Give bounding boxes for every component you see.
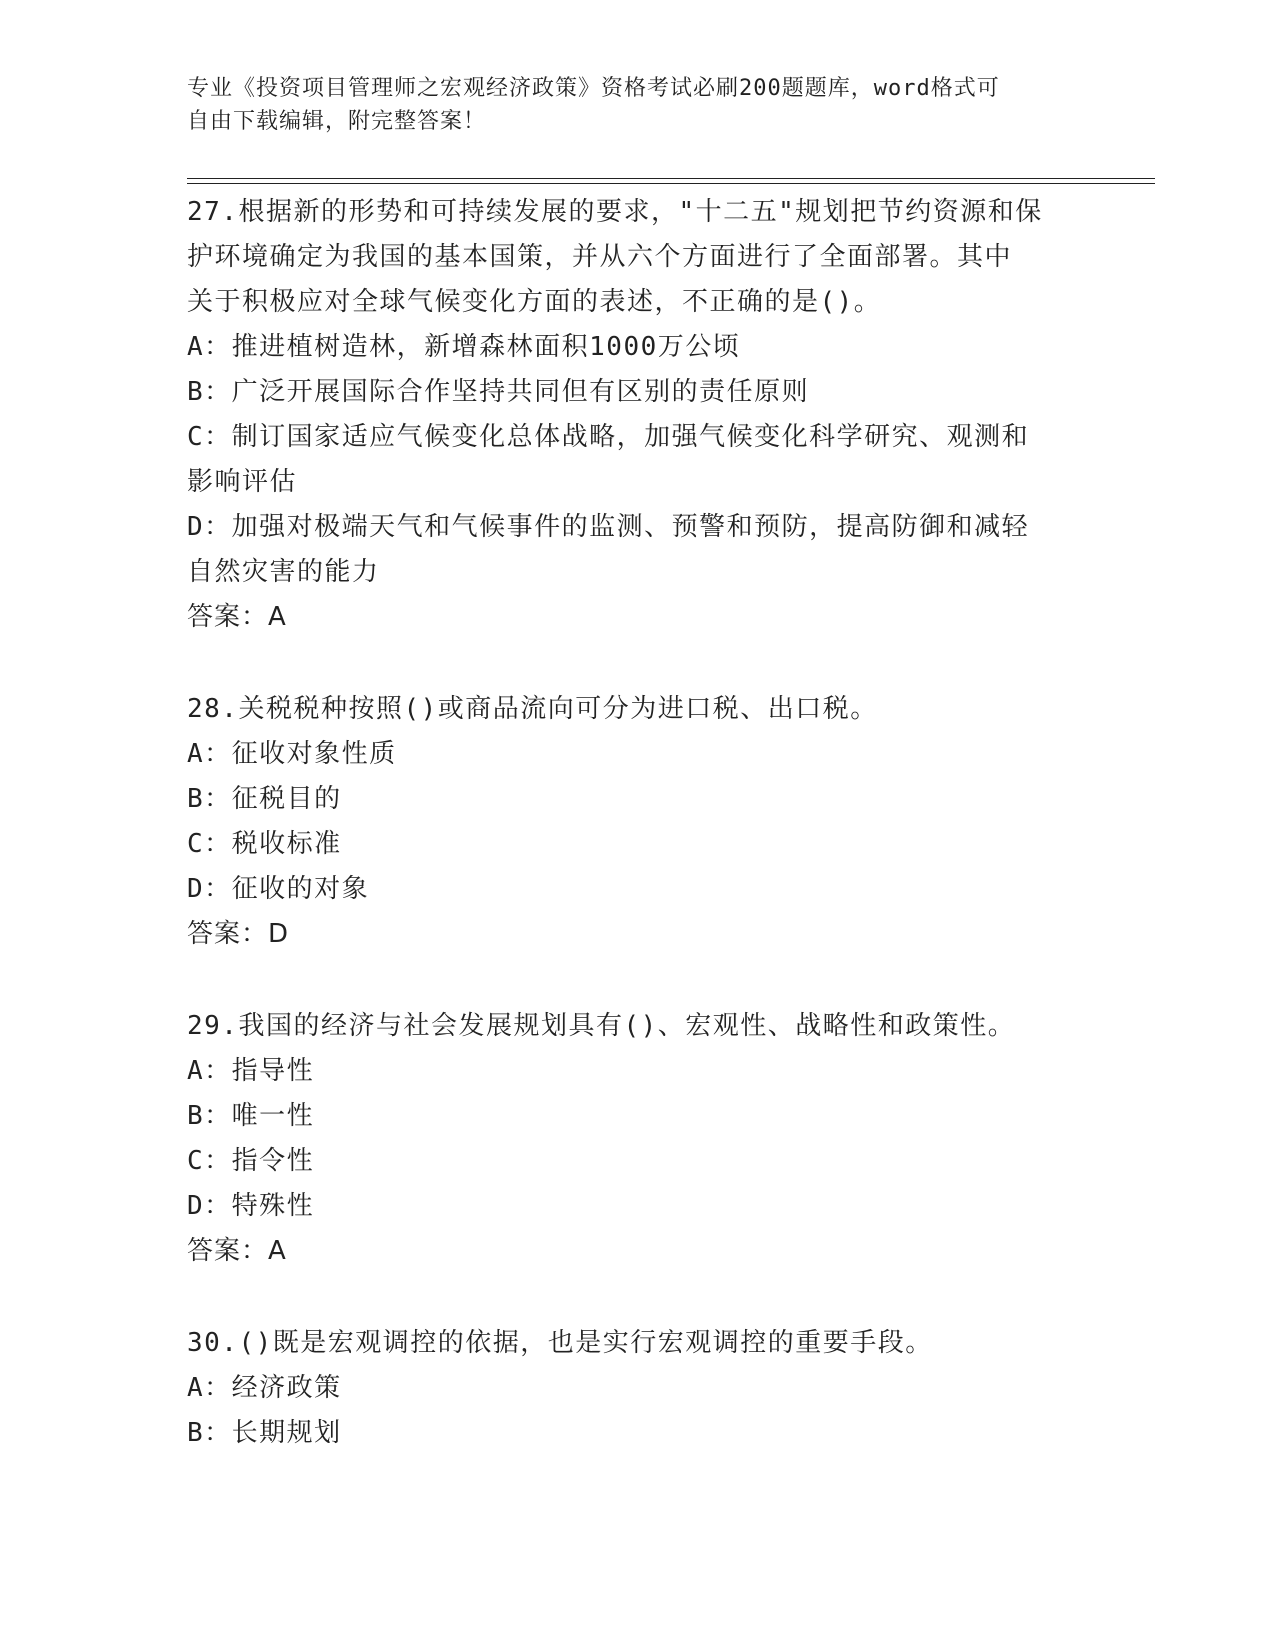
option-d: D：征收的对象 (187, 874, 370, 904)
question-spacer (187, 640, 1087, 687)
option-b: B：长期规划 (187, 1418, 342, 1448)
question-28 (187, 687, 1087, 957)
question-stem-line: 关于积极应对全球气候变化方面的表述，不正确的是()。 (187, 287, 882, 317)
header-divider-bottom (187, 183, 1155, 184)
question-stem-line: 28.关税税种按照()或商品流向可分为进口税、出口税。 (187, 694, 878, 724)
option-c: C：税收标准 (187, 829, 342, 859)
option-c: C：制订国家适应气候变化总体战略，加强气候变化科学研究、观测和 (187, 422, 1030, 452)
option-a: A：征收对象性质 (187, 739, 397, 769)
answer-label: 答案：A (187, 602, 287, 632)
header-line-2: 自由下载编辑，附完整答案！ (187, 109, 487, 134)
question-spacer (187, 957, 1087, 1004)
option-a: A：推进植树造林，新增森林面积1000万公顷 (187, 332, 741, 362)
option-a: A：指导性 (187, 1056, 315, 1086)
option-d-continued: 自然灾害的能力 (187, 557, 380, 587)
option-d: D：特殊性 (187, 1191, 315, 1221)
option-c-continued: 影响评估 (187, 467, 298, 497)
question-spacer (187, 1274, 1087, 1321)
option-b: B：征税目的 (187, 784, 342, 814)
question-stem-line: 30.()既是宏观调控的依据，也是实行宏观调控的重要手段。 (187, 1328, 933, 1358)
question-stem-line: 27.根据新的形势和可持续发展的要求，"十二五"规划把节约资源和保 (187, 197, 1043, 227)
question-29 (187, 1004, 1087, 1274)
option-b: B：唯一性 (187, 1101, 315, 1131)
question-list (187, 190, 1087, 1456)
question-27 (187, 190, 1087, 640)
document-header (187, 72, 1067, 138)
option-b: B：广泛开展国际合作坚持共同但有区别的责任原则 (187, 377, 810, 407)
answer-label: 答案：A (187, 1236, 287, 1266)
header-divider-top (187, 178, 1155, 179)
question-30 (187, 1321, 1087, 1456)
option-a: A：经济政策 (187, 1373, 342, 1403)
question-stem-line: 29.我国的经济与社会发展规划具有()、宏观性、战略性和政策性。 (187, 1011, 1016, 1041)
question-stem-line: 护环境确定为我国的基本国策，并从六个方面进行了全面部署。其中 (187, 242, 1013, 272)
header-line-1: 专业《投资项目管理师之宏观经济政策》资格考试必刷200题题库，word格式可 (187, 76, 1000, 101)
option-c: C：指令性 (187, 1146, 315, 1176)
answer-label: 答案：D (187, 919, 290, 949)
option-d: D：加强对极端天气和气候事件的监测、预警和预防，提高防御和减轻 (187, 512, 1030, 542)
